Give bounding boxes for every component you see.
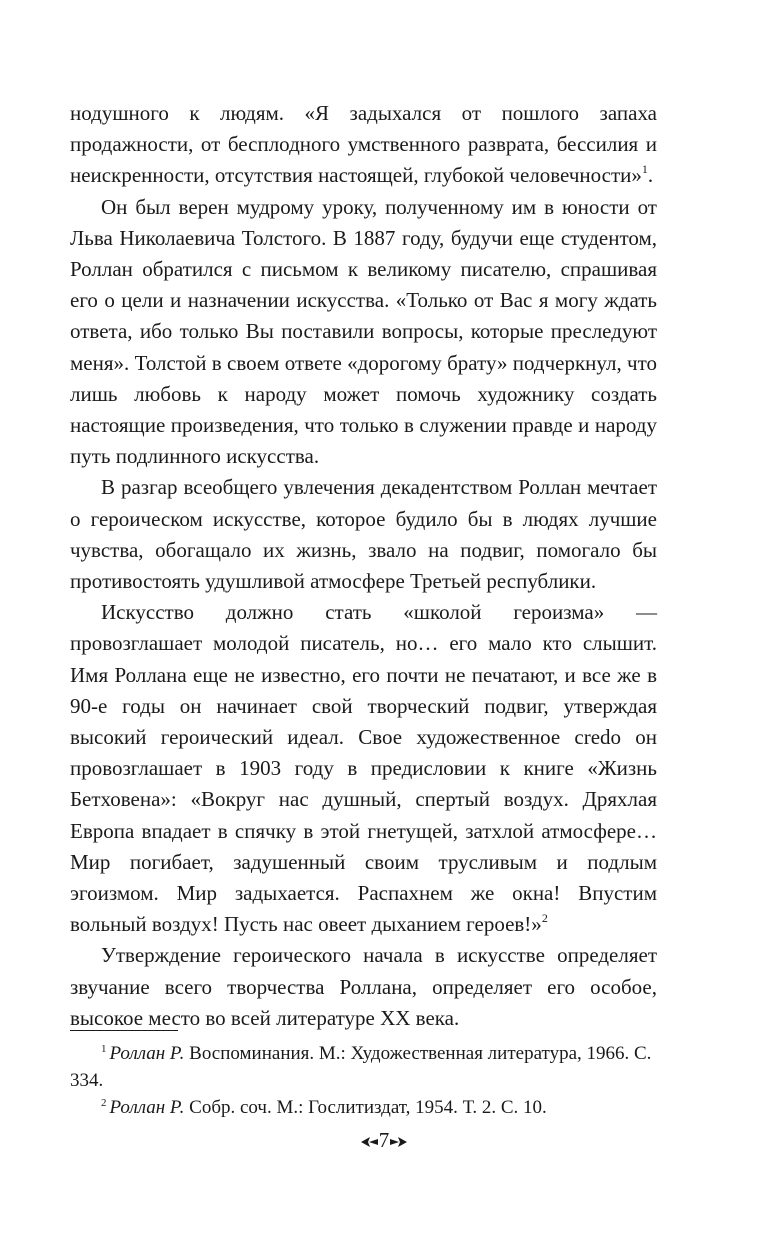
footnotes xyxy=(70,1040,657,1121)
main-text xyxy=(70,98,657,1034)
footnote-1-author: Роллан Р. xyxy=(109,1043,185,1064)
footnote-ref-1: 1 xyxy=(641,162,648,177)
footnote-separator xyxy=(70,1030,178,1031)
footnote-1-text: Воспоминания. М.: Художественная литература, 1966. С. 334. xyxy=(70,1043,652,1091)
paragraph-5: Утверждение героического начала в искусстве определяет звучание всего творчества Роллана, определяет его особое, высокое место во всей литературе XX века. xyxy=(70,943,657,1030)
paragraph-1 xyxy=(70,98,657,192)
footnote-2 xyxy=(70,1094,657,1121)
right-ornament-icon xyxy=(389,1136,409,1148)
paragraph-1-end: . xyxy=(647,163,654,188)
paragraph-1-text: нодушного к людям. «Я задыхался от пошлого запаха продажности, от бесплодного умственного разврата, бессилия и неискренности, отсутствия настоящей, глубокой человечности» xyxy=(70,101,657,188)
footnote-1 xyxy=(70,1040,657,1094)
footnote-2-author: Роллан Р. xyxy=(109,1097,185,1118)
paragraph-4 xyxy=(70,597,657,940)
paragraph-2: Он был верен мудрому уроку, полученному им в юности от Льва Николаевича Толстого. В 1887 году, будучи еще студентом, Роллан обратился с письмом к великому писателю, спрашивая его о цели и назначении искусства. «Только от Вас я могу ждать ответа, ибо только Вы поставили вопросы, которые преследуют меня». Толстой в своем ответе «дорогому брату» подчеркнул, что лишь любовь к народу может помочь художнику создать настоящие произведения, что только в служении правде и народу путь подлинного искусства. xyxy=(70,194,657,469)
paragraph-3: В разгар всеобщего увлечения декадентством Роллан мечтает о героическом искусстве, которое будило бы в людях лучшие чувства, обогащало их жизнь, звало на подвиг, помогало бы противостоять удушливой атмосфере Третьей республики. xyxy=(70,475,657,594)
footnote-2-mark: 2 xyxy=(101,1097,107,1109)
footnote-2-text: Собр. соч. М.: Гослитиздат, 1954. Т. 2. С. 10. xyxy=(189,1097,547,1118)
footnote-1-mark: 1 xyxy=(101,1043,107,1055)
left-ornament-icon xyxy=(359,1136,379,1148)
footnote-ref-2: 2 xyxy=(541,911,548,926)
page-folio xyxy=(0,1126,768,1154)
paragraph-4-text: Искусство должно стать «школой героизма» — провозглашает молодой писатель, но… его мало кто слышит. Имя Роллана еще не известно, его почти не печатают, и все же в 90-е годы он начинает свой творческий подвиг, утверждая высокий героический идеал. Свое художественное credo он провозглашает в 1903 году в предисловии к книге «Жизнь Бетховена»: «Вокруг нас душный, спертый воздух. Дряхлая Европа впадает в спячку в этой гнетущей, затхлой атмосфере… Мир погибает, задушенный своим трусливым и подлым эгоизмом. Мир задыхается. Распахнем же окна! Впустим вольный воздух! Пусть нас овеет дыханием героев!» xyxy=(70,600,657,937)
page-number: 7 xyxy=(378,1128,390,1152)
